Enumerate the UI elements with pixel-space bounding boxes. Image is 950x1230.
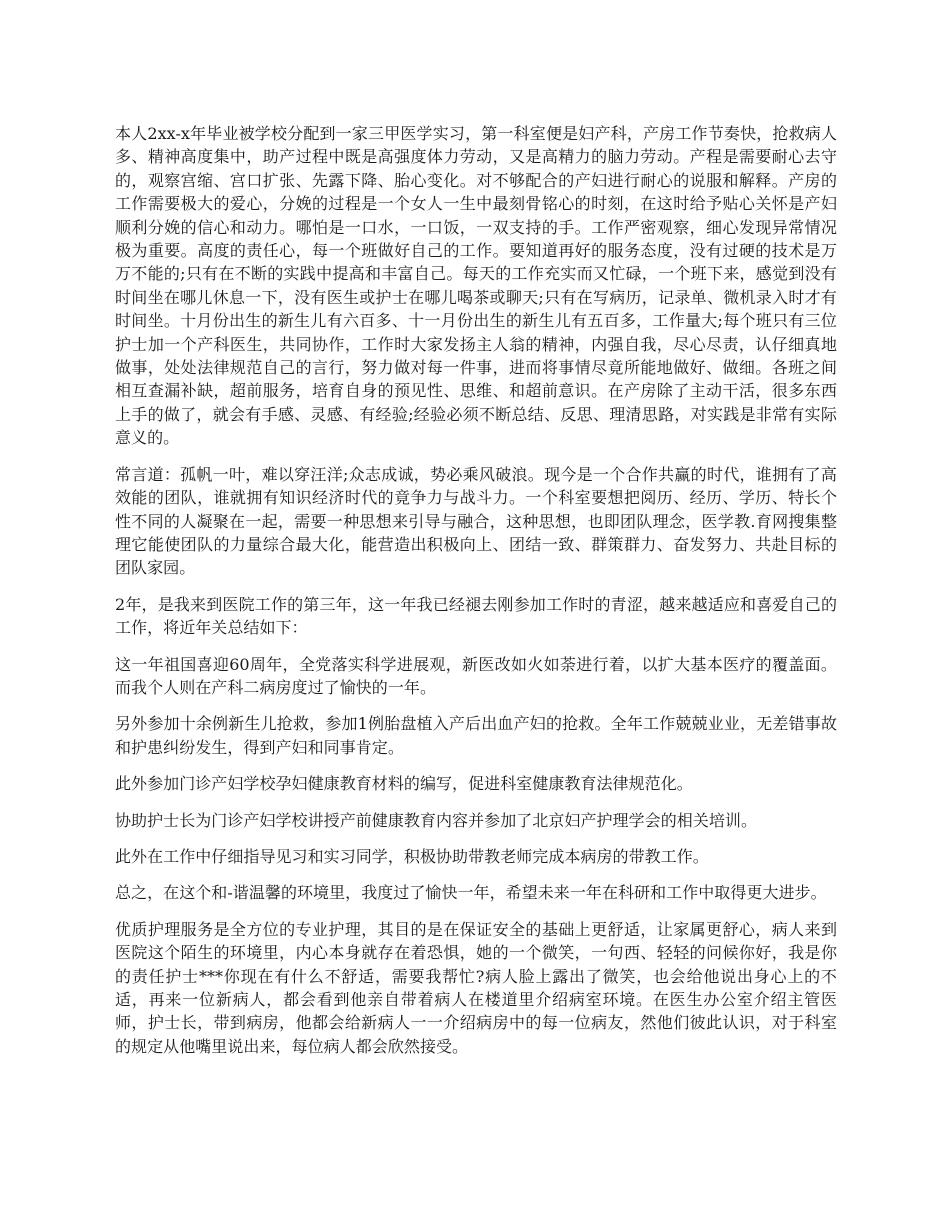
paragraph-quality-nursing: 优质护理服务是全方位的专业护理，其目的是在保证安全的基础上更舒适，让家属更舒心，病人来到医院这个陌生的环境里，内心本身就存在着恐惧，她的一个微笑，一句西、轻轻的问候你好，我是你的责任护士***你现在有什么不舒适，需要我帮忙?病人脸上露出了微笑，也会给他说出身心上的不适，再来一位新病人，都会看到他亲自带着病人在楼道里介绍病室环境。在医生办公室介绍主管医师，护士长，带到病房，他都会给新病人一一介绍病房中的每一位病友，然他们彼此认识，对于科室的规定从他嘴里说出来，每位病人都会欣然接受。	[115, 919, 837, 1056]
paragraph-third-year-intro: 2年，是我来到医院工作的第三年，这一年我已经褪去刚参加工作时的青涩，越来越适应和喜爱自己的工作，将近年关总结如下：	[115, 594, 837, 638]
paragraph-summary: 总之，在这个和-谐温馨的环境里，我度过了愉快一年，希望未来一年在科研和工作中取得更大进步。	[115, 883, 827, 903]
paragraph-rescue-work: 另外参加十余例新生儿抢救，参加1例胎盘植入产后出血产妇的抢救。全年工作兢兢业业，无差错事故和护患纠纷发生，得到产妇和同事肯定。	[115, 714, 837, 757]
paragraph-internship-delivery-room: 本人2xx-x年毕业被学校分配到一家三甲医学实习，第一科室便是妇产科，产房工作节奏快，抢救病人多、精神高度集中，助产过程中既是高强度体力劳动，又是高精力的脑力劳动。产程是需要耐心去守的，观察宫缩、宫口扩张、先露下降、胎心变化。对不够配合的产妇进行耐心的说服和解释。产房的工作需要极大的爱心，分娩的过程是一个女人一生中最刻骨铭心的时刻，在这时给予贴心关怀是产妇顺利分娩的信心和动力。哪怕是一口水，一口饭，一双支持的手。工作严密观察，细心发现异常情况极为重要。高度的责任心，每一个班做好自己的工作。要知道再好的服务态度，没有过硬的技术是万万不能的;只有在不断的实践中提高和丰富自己。每天的工作充实而又忙碌，一个班下来，感觉到没有时间坐在哪儿休息一下，没有医生或护士在哪儿喝茶或聊天;只有在写病历，记录单、微机录入时才有时间坐。十月份出生的新生儿有六百多、十一月份出生的新生儿有五百多，工作量大;每个班只有三位护士加一个产科医生，共同协作，工作时大家发扬主人翁的精神，内强自我，尽心尽责，认仔细真地做事，处处法律规范自己的言行，努力做对每一件事，进而将事情尽竟所能地做好、做细。各班之间相互查漏补缺，超前服务，培育自身的预见性、思维、和超前意识。在产房除了主动干活，很多东西上手的做了，就会有手感、灵感、有经验;经验必须不断总结、反思、理清思路，对实践是非常有实际意义的。	[115, 124, 837, 448]
document-page	[115, 122, 837, 1071]
paragraph-team-concept: 常言道：孤帆一叶，难以穿汪洋;众志成诚，势必乘风破浪。现今是一个合作共赢的时代，谁拥有了高效能的团队，谁就拥有知识经济时代的竟争力与战斗力。一个科室要想把阅历、经历、学历、特长个性不同的人凝聚在一起，需要一种思想来引导与融合，这种思想，也即团队理念，医学教.育网搜集整理它能使团队的力量综合最大化，能营造出积极向上、团结一致、群策群力、奋发努力、共赴目标的团队家园。	[115, 464, 837, 578]
paragraph-60th-anniversary: 这一年祖国喜迎60周年，全党落实科学进展观，新医改如火如荼进行着，以扩大基本医疗的覆盖面。而我个人则在产科二病房度过了愉快的一年。	[115, 654, 837, 697]
paragraph-prenatal-training: 协助护士长为门诊产妇学校讲授产前健康教育内容并参加了北京妇产护理学会的相关培训。	[115, 810, 758, 830]
paragraph-health-education-materials: 此外参加门诊产妇学校孕妇健康教育材料的编写，促进科室健康教育法律规范化。	[115, 774, 693, 794]
paragraph-teaching-interns: 此外在工作中仔细指导见习和实习同学，积极协助带教老师完成本病房的带教工作。	[115, 846, 709, 866]
